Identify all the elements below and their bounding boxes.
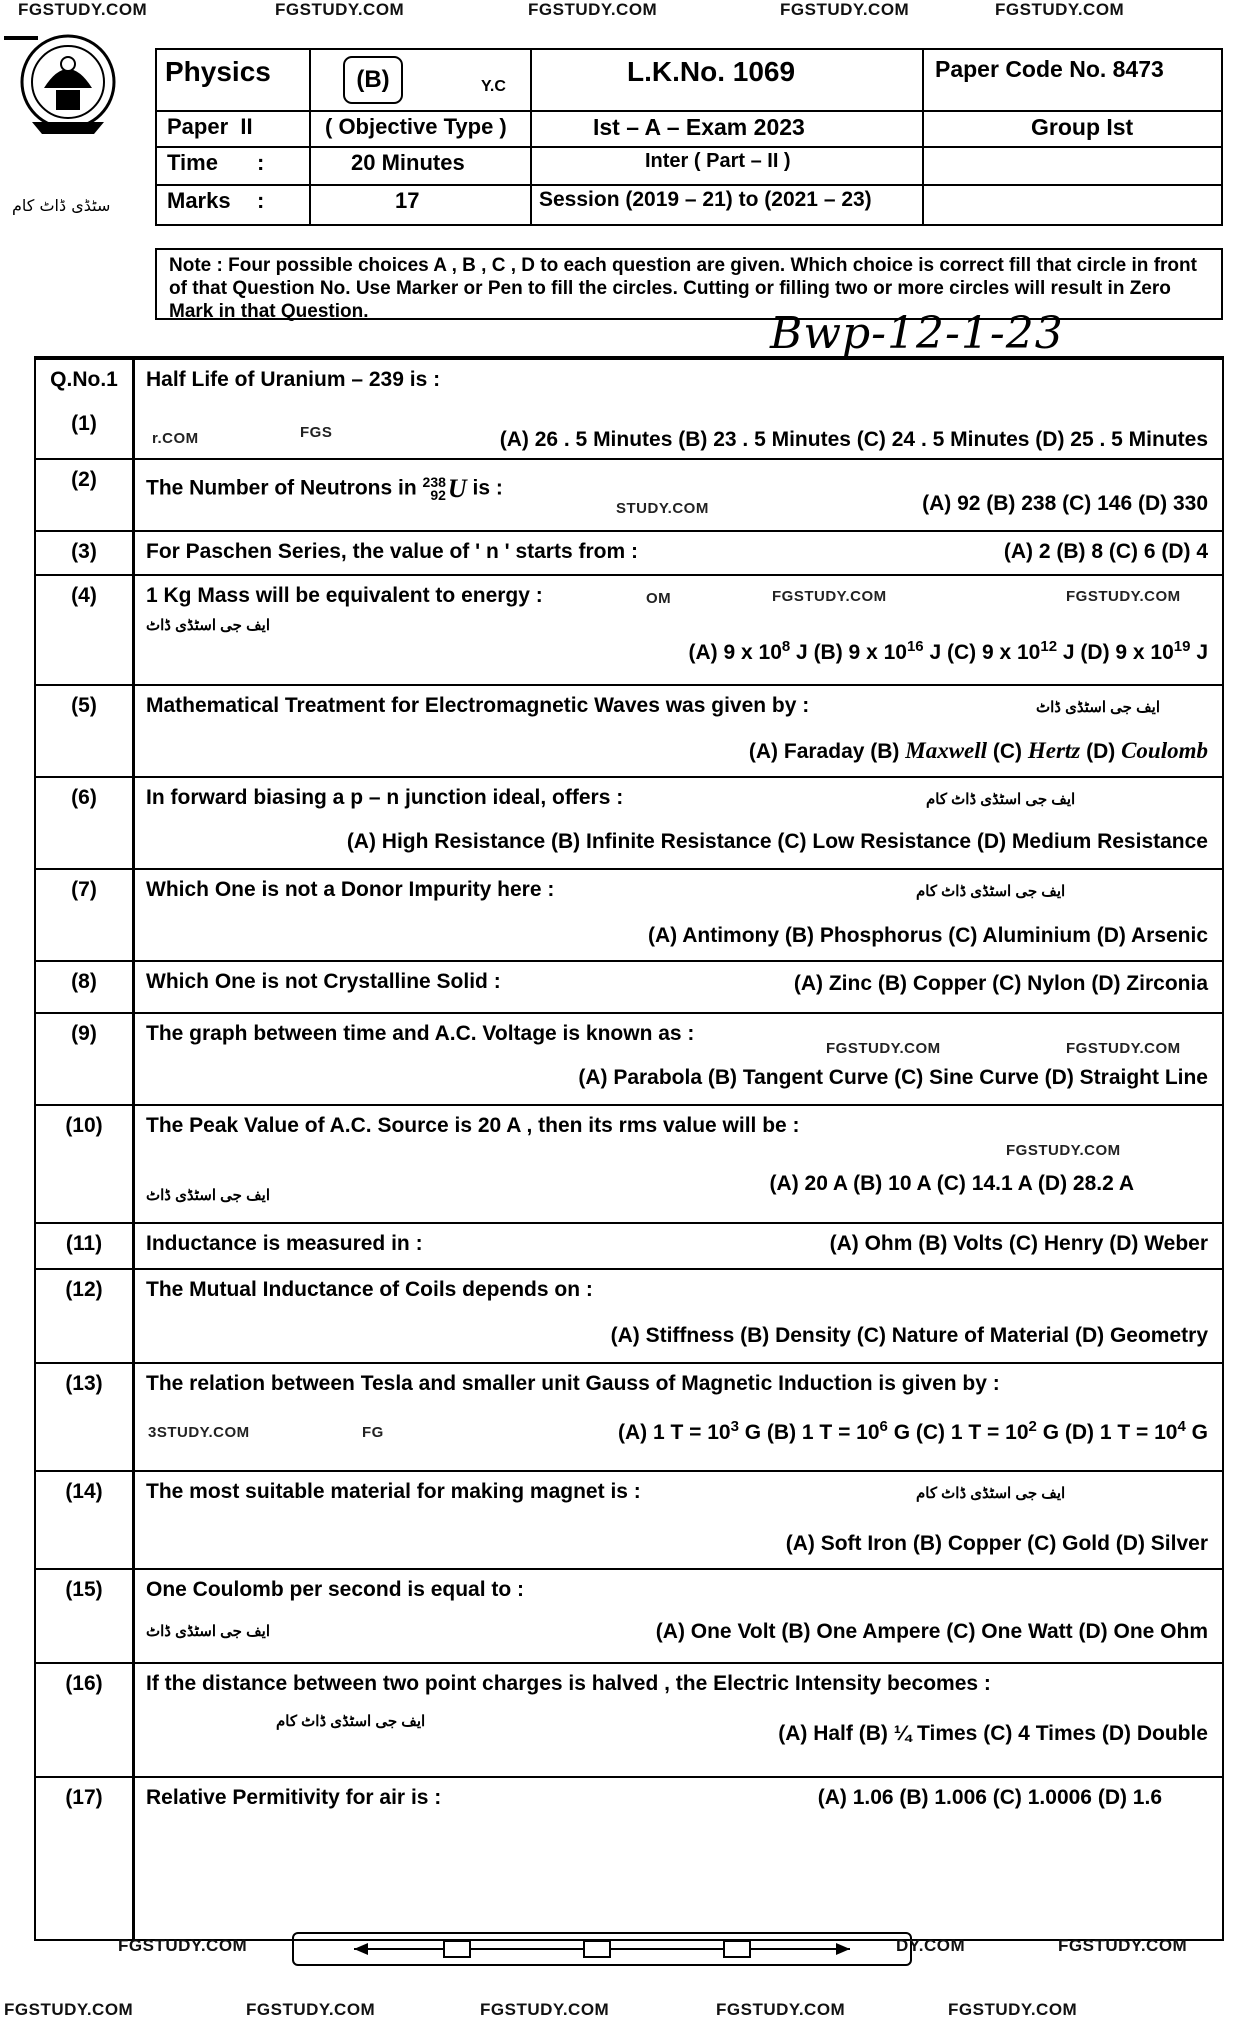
- time-value: 20 Minutes: [351, 150, 465, 175]
- question-text: Which One is not a Donor Impurity here :: [146, 878, 555, 901]
- ornament-icon: [294, 1934, 910, 1964]
- question-text: Inductance is measured in :: [146, 1232, 423, 1255]
- question-row: Q.No.1 Half Life of Uranium – 239 is : (1) r.COM FGS (A) 26 . 5 Minutes (B) 23 . 5 Minutes (C) 24 . 5 Minutes (D) 25 . 5 Minutes: [36, 358, 1222, 460]
- question-row: (6) In forward biasing a p – n junction ideal, offers : ایف جی اسٹڈی ڈاٹ کام (A) High Resistance (B) Infinite Resistance (C) Low Resistance (D) Medium Resistance: [36, 776, 1222, 870]
- instructions-note: Note : Four possible choices A , B , C , D to each question are given. Which choice is correct fill that circle in front of that Question No. Use Marker or Pen to fill the circles. Cutting or filling two or more circles will result in Zero Mark in that Question.: [155, 248, 1223, 320]
- question-row: (15) One Coulomb per second is equal to : ایف جی اسٹڈی ڈاٹ (A) One Volt (B) One Ampere (C) One Watt (D) One Ohm: [36, 1568, 1222, 1664]
- question-text: Which One is not Crystalline Solid :: [146, 970, 501, 993]
- question-text: Relative Permitivity for air is :: [146, 1786, 442, 1809]
- question-options: (A) 1 $T = 10^3$ G (B) 1 $T = 10^6$ G (C) 1 $T = 10^2$ G (D) 1 $T = 10^4$ G: [617, 1418, 1208, 1444]
- question-options: (A) Half (B) ¼ Times (C) 4 Times (D) Double: [778, 1722, 1208, 1745]
- version-box: (B): [343, 56, 403, 104]
- watermark-bottom-4: FGSTUDY.COM: [716, 2000, 846, 2019]
- class-label: Inter ( Part – II ): [645, 150, 791, 172]
- paper-type: ( Objective Type ): [325, 114, 507, 139]
- question-row: (5) Mathematical Treatment for Electromagnetic Waves was given by : ایف جی اسٹڈی ڈاٹ (A) Faraday (B) Maxwell (C) Hertz (D) Coulomb: [36, 684, 1222, 778]
- footer-watermark-left: FGSTUDY.COM: [118, 1936, 248, 1955]
- watermark-top-5: FGSTUDY.COM: [995, 0, 1125, 19]
- question-options: (A) 1.06 (B) 1.006 (C) 1.0006 (D) 1.6: [817, 1786, 1162, 1809]
- question-row: (10) The Peak Value of A.C. Source is 20 A , then its rms value will be : FGSTUDY.COM ایف جی اسٹڈی ڈاٹ (A) 20 A (B) 10 A (C) 14.1 A (D) 28.2 A: [36, 1104, 1222, 1224]
- question-row: [36, 1268, 1222, 1364]
- watermark-top-2: FGSTUDY.COM: [275, 0, 405, 19]
- watermark-bottom-5: FGSTUDY.COM: [948, 2000, 1078, 2019]
- question-row: (9) The graph between time and A.C. Voltage is known as : FGSTUDY.COM FGSTUDY.COM (A) Parabola (B) Tangent Curve (C) Sine Curve (D) Straight Line: [36, 1012, 1222, 1106]
- group-label: Group Ist: [1031, 114, 1134, 140]
- watermark-bottom-3: FGSTUDY.COM: [480, 2000, 610, 2019]
- question-options: (A) 26 . 5 Minutes (B) 23 . 5 Minutes (C) 24 . 5 Minutes (D) 25 . 5 Minutes: [499, 428, 1208, 451]
- question-number: (6): [71, 786, 97, 809]
- question-number: (4): [71, 584, 97, 607]
- question-number: (2): [71, 468, 97, 491]
- watermark-top-3: FGSTUDY.COM: [528, 0, 658, 19]
- footer-watermark-mid: DY.COM: [896, 1936, 966, 1955]
- question-options: (A) Antimony (B) Phosphorus (C) Aluminium (D) Arsenic: [648, 924, 1208, 947]
- qno-header: Q.No.1: [50, 368, 118, 391]
- paper-code: Paper Code No. 8473: [935, 56, 1164, 82]
- question-number: (12): [65, 1278, 103, 1301]
- question-row: (7) Which One is not a Donor Impurity here : ایف جی اسٹڈی ڈاٹ کام (A) Antimony (B) Phosphorus (C) Aluminium (D) Arsenic: [36, 868, 1222, 962]
- lk-number: L.K.No. 1069: [627, 56, 796, 87]
- question-number: (1): [71, 412, 97, 435]
- footer-ornament: [292, 1932, 912, 1966]
- question-text: One Coulomb per second is equal to :: [146, 1578, 525, 1601]
- yc-label: Y.C: [481, 78, 506, 95]
- watermark-bottom-2: FGSTUDY.COM: [246, 2000, 376, 2019]
- question-row: (16) If the distance between two point charges is halved , the Electric Intensity becomes : ایف جی اسٹڈی ڈاٹ کام (A) Half (B) ¼ Times (C) 4 Times (D) Double: [36, 1662, 1222, 1778]
- question-options: (A) Faraday (B) Maxwell (C) Hertz (D) Coulomb: [748, 738, 1208, 763]
- question-table: [34, 356, 1224, 1941]
- footer-watermark-right: FGSTUDY.COM: [1058, 1936, 1188, 1955]
- question-row: (2) The Number of Neutrons in 238 92U is : STUDY.COM (A) 92 (B) 238 (C) 146 (D) 330: [36, 458, 1222, 532]
- marks-value: 17: [395, 188, 420, 213]
- question-options: (A) 2 (B) 8 (C) 6 (D) 4: [1003, 540, 1208, 563]
- question-options: (A) One Volt (B) One Ampere (C) One Watt (D) One Ohm: [655, 1620, 1208, 1643]
- question-text: The graph between time and A.C. Voltage is known as :: [146, 1022, 695, 1045]
- question-options: (A) Ohm (B) Volts (C) Henry (D) Weber: [829, 1232, 1208, 1255]
- subject-title: Physics: [165, 56, 271, 87]
- question-options: (A) Soft Iron (B) Copper (C) Gold (D) Silver: [785, 1532, 1208, 1555]
- question-row: (14) The most suitable material for making magnet is : ایف جی اسٹڈی ڈاٹ کام (A) Soft Iron (B) Copper (C) Gold (D) Silver: [36, 1470, 1222, 1570]
- question-options: (A) Zinc (B) Copper (C) Nylon (D) Zirconia: [793, 972, 1208, 995]
- question-row: [36, 1222, 1222, 1270]
- watermark-bottom-1: FGSTUDY.COM: [4, 2000, 134, 2019]
- question-row: (13) The relation between Tesla and smaller unit Gauss of Magnetic Induction is given by : 3STUDY.COM FG (A) 1 $T = 10^3$ G (B) 1 $T = 10^6$ G (C) 1 $T = 10^2$ G (D) 1 $T = 10^4$ G: [36, 1362, 1222, 1472]
- handwritten-annotation: Bwp-12-1-23: [770, 308, 1064, 359]
- question-text: The Number of Neutrons in 238 92U is :: [146, 474, 503, 503]
- question-text: 1 Kg Mass will be equivalent to energy :: [146, 584, 543, 607]
- question-number: (17): [65, 1786, 103, 1809]
- question-number: (15): [65, 1578, 103, 1601]
- paper-label: Paper II: [167, 114, 253, 139]
- question-row: (4) 1 Kg Mass will be equivalent to energy : OM FGSTUDY.COM FGSTUDY.COM ایف جی اسٹڈی ڈاٹ (A) 9 x $10^8$ J (B) 9 x $10^{16}$ J (C) 9 x $10^{12}$ J (D) 9 x $10^{19}$ J: [36, 574, 1222, 686]
- exam-title: Ist – A – Exam 2023: [593, 114, 805, 140]
- question-text: For Paschen Series, the value of ' n ' starts from :: [146, 540, 638, 563]
- question-number: (9): [71, 1022, 97, 1045]
- question-text: Mathematical Treatment for Electromagnetic Waves was given by :: [146, 694, 810, 717]
- question-options: (A) 92 (B) 238 (C) 146 (D) 330: [922, 492, 1208, 515]
- question-number: (14): [65, 1480, 103, 1503]
- header-table: Physics (B) Y.C L.K.No. 1069 Paper Code No. 8473 Paper II ( Objective Type ) Ist – A – Exam 2023 Group Ist Time : 20 Minutes Inter ( Part – II ) Marks : 17 Session (2019 – 21) to (2021 – 23): [155, 48, 1223, 226]
- question-options: (A) High Resistance (B) Infinite Resistance (C) Low Resistance (D) Medium Resistance: [346, 830, 1208, 853]
- side-urdu-text: سٹڈی ڈاٹ کام: [12, 196, 111, 215]
- board-logo-icon: [14, 30, 122, 140]
- question-number: (11): [65, 1232, 103, 1255]
- watermark-top-1: FGSTUDY.COM: [18, 0, 148, 19]
- session-label: Session (2019 – 21) to (2021 – 23): [539, 188, 872, 211]
- question-text: The relation between Tesla and smaller unit Gauss of Magnetic Induction is given by :: [146, 1372, 1000, 1395]
- question-number: (16): [65, 1672, 103, 1695]
- question-number: (13): [65, 1372, 103, 1395]
- question-options: (A) 20 A (B) 10 A (C) 14.1 A (D) 28.2 A: [769, 1172, 1134, 1195]
- question-text: The Peak Value of A.C. Source is 20 A , then its rms value will be :: [146, 1114, 800, 1137]
- question-row: [36, 1776, 1222, 1866]
- question-row: [36, 960, 1222, 1014]
- question-options: (A) Stiffness (B) Density (C) Nature of Material (D) Geometry: [610, 1324, 1208, 1347]
- question-text: In forward biasing a p – n junction ideal, offers :: [146, 786, 624, 809]
- question-row: [36, 530, 1222, 576]
- question-number: (5): [71, 694, 97, 717]
- marks-label: Marks: [167, 188, 231, 213]
- question-number: (8): [71, 970, 97, 993]
- question-number: (10): [65, 1114, 103, 1137]
- question-heading: Half Life of Uranium – 239 is :: [146, 368, 441, 391]
- time-label: Time: [167, 150, 218, 175]
- question-text: The Mutual Inductance of Coils depends on :: [146, 1278, 593, 1301]
- question-options: (A) Parabola (B) Tangent Curve (C) Sine Curve (D) Straight Line: [578, 1066, 1208, 1089]
- question-text: If the distance between two point charges is halved , the Electric Intensity becomes :: [146, 1672, 991, 1695]
- question-text: The most suitable material for making magnet is :: [146, 1480, 641, 1503]
- question-number: (7): [71, 878, 97, 901]
- watermark-top-4: FGSTUDY.COM: [780, 0, 910, 19]
- question-number: (3): [71, 540, 97, 563]
- question-options: (A) 9 x $10^8$ J (B) 9 x $10^{16}$ J (C) 9 x $10^{12}$ J (D) 9 x $10^{19}$ J: [688, 638, 1208, 664]
